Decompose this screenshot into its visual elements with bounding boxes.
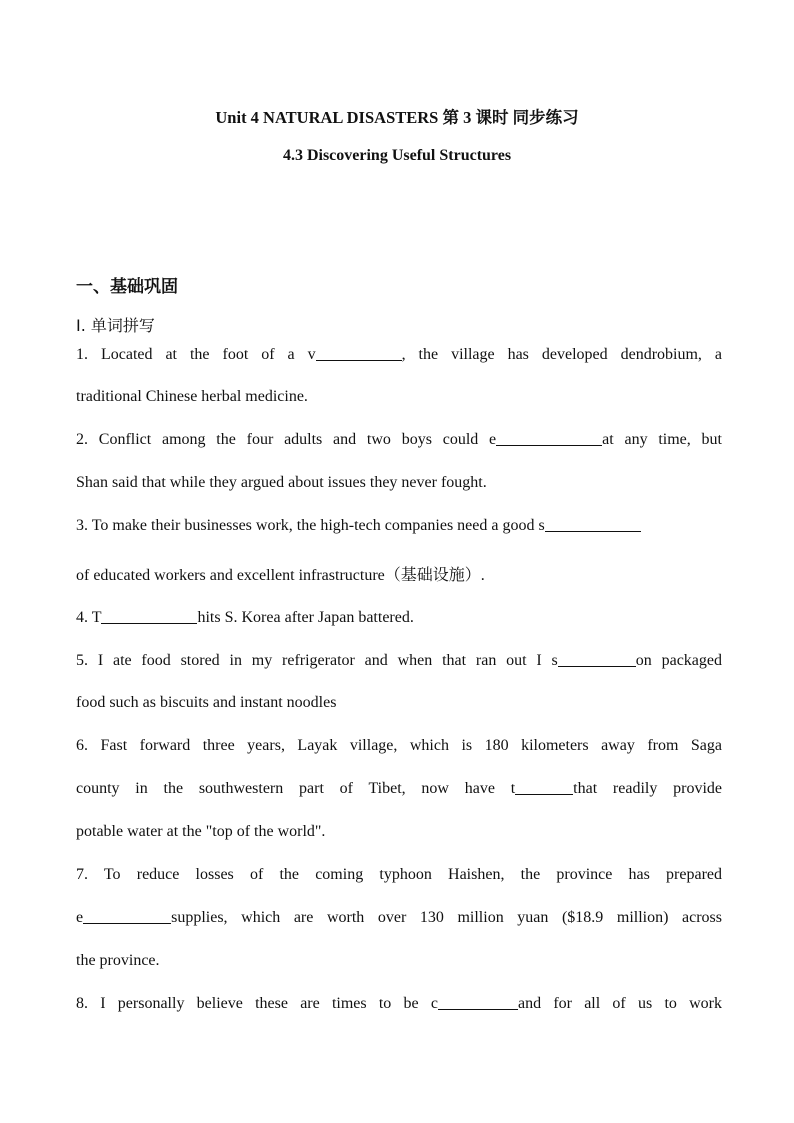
answer-blank-6[interactable] xyxy=(515,780,573,795)
page-subtitle: 4.3 Discovering Useful Structures xyxy=(282,147,512,164)
question-4-line: 4. T hits S. Korea after Japan battered. xyxy=(76,609,414,626)
question-6-line-2: county in the southwestern part of Tibet, now have t that readily provide xyxy=(76,780,722,797)
question-3-line-1: 3. To make their businesses work, the high-tech companies need a good s xyxy=(76,517,736,535)
question-7-line-3: the province. xyxy=(76,952,160,969)
question-1-line-2: traditional Chinese herbal medicine. xyxy=(76,388,308,405)
answer-blank-2[interactable] xyxy=(496,431,602,446)
question-2-line-1: 2. Conflict among the four adults and two boys could e at any time, but xyxy=(76,431,722,448)
answer-blank-8[interactable] xyxy=(438,995,518,1010)
question-3-line-2: of educated workers and excellent infrastructure（基础设施）. xyxy=(76,567,485,584)
answer-blank-3[interactable] xyxy=(545,517,641,532)
question-7-line-1: 7. To reduce losses of the coming typhoon Haishen, the province has prepared xyxy=(76,866,722,883)
question-1-line-1: 1. Located at the foot of a v , the village has developed dendrobium, a xyxy=(76,346,722,363)
question-5-line-2: food such as biscuits and instant noodles xyxy=(76,694,337,711)
question-6-line-3: potable water at the "top of the world". xyxy=(76,823,326,840)
question-5-line-1: 5. I ate food stored in my refrigerator and when that ran out I s on packaged xyxy=(76,652,723,669)
question-8-line-1: 8. I personally believe these are times to be c and for all of us to work xyxy=(76,995,723,1012)
answer-blank-1[interactable] xyxy=(316,346,402,361)
question-6-line-1: 6. Fast forward three years, Layak village, which is 180 kilometers away from Saga xyxy=(76,737,722,754)
answer-blank-7[interactable] xyxy=(83,909,171,924)
page-title: Unit 4 NATURAL DISASTERS 第 3 课时 同步练习 xyxy=(215,108,579,127)
question-7-line-2: e supplies, which are worth over 130 million yuan ($18.9 million) across xyxy=(76,909,722,926)
section-subheading: Ⅰ. 单词拼写 xyxy=(76,316,155,335)
question-2-line-2: Shan said that while they argued about issues they never fought. xyxy=(76,474,487,491)
answer-blank-5[interactable] xyxy=(558,652,636,667)
section-heading: 一、基础巩固 xyxy=(76,277,178,297)
answer-blank-4[interactable] xyxy=(101,609,197,624)
